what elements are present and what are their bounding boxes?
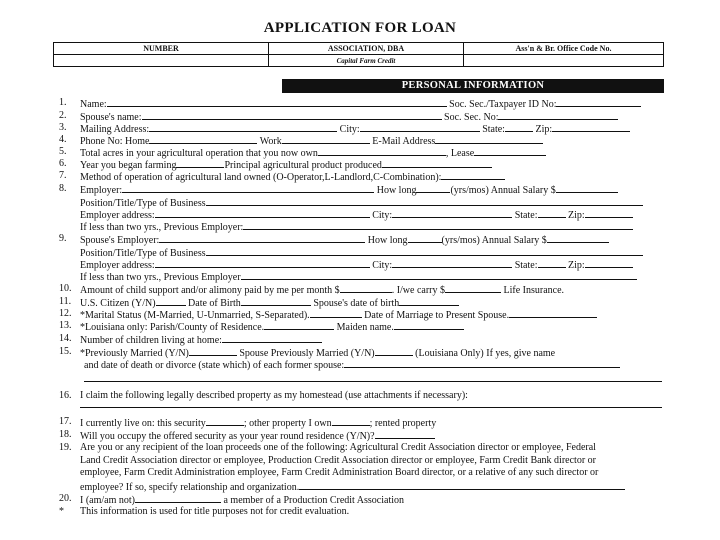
spouse-employer-field[interactable] <box>159 233 365 243</box>
row-number: 15. <box>59 346 72 357</box>
pca-member-label: a member of a Production Credit Association <box>223 495 405 506</box>
employer-zip-field[interactable] <box>585 208 633 218</box>
marital-status-field[interactable] <box>310 308 362 318</box>
member-status-label: I (am/am not) <box>80 495 135 506</box>
state-field[interactable] <box>505 122 533 132</box>
mailing-address-field[interactable] <box>149 122 337 132</box>
spouse-position-label: Position/Title/Type of Business <box>80 248 206 259</box>
member-status-field[interactable] <box>135 493 221 503</box>
life-insurance-field[interactable] <box>445 283 501 293</box>
previously-married-field[interactable] <box>189 346 237 356</box>
principal-product-field[interactable] <box>382 158 492 168</box>
header-association-label: ASSOCIATION, DBA <box>269 43 464 55</box>
email-label: E-Mail Address <box>372 136 436 147</box>
row-18 <box>80 429 435 442</box>
form-title: APPLICATION FOR LOAN <box>263 20 457 36</box>
marriage-date-label: Date of Marriage to Present Spouse. <box>364 310 510 321</box>
acres-leased-field[interactable] <box>474 146 546 156</box>
row-8 <box>80 183 618 196</box>
occupy-security-field[interactable] <box>375 429 435 439</box>
spouse-previous-employer-label: If less than two yrs., Previous Employer <box>80 272 241 283</box>
method-operation-field[interactable] <box>441 170 505 180</box>
header-code-label: Ass'n & Br. Office Code No. <box>464 43 664 55</box>
row-15-former-spouse <box>84 358 620 371</box>
former-spouse-field[interactable] <box>344 358 620 368</box>
homestead-line[interactable] <box>80 407 662 408</box>
mailing-address-label: Mailing Address: <box>80 124 150 135</box>
home-phone-label: Phone No: Home <box>80 136 150 147</box>
association-name: Capital Farm Credit <box>269 55 464 67</box>
work-phone-label: Work <box>259 136 282 147</box>
row-number: 9. <box>59 233 67 244</box>
parish-field[interactable] <box>264 320 334 330</box>
how-long-field[interactable] <box>416 183 450 193</box>
section-heading: PERSONAL INFORMATION <box>282 79 664 93</box>
citizen-field[interactable] <box>156 296 186 306</box>
other-property-field[interactable] <box>332 416 370 426</box>
employer-state-field[interactable] <box>538 208 566 218</box>
row-1 <box>80 97 641 110</box>
life-insurance-label: . I/we carry $ <box>391 285 445 296</box>
header-table <box>53 42 664 67</box>
spouse-ssn-label: Soc. Sec. No: <box>444 112 499 123</box>
maiden-name-field[interactable] <box>394 320 464 330</box>
row-number: 14. <box>59 333 72 344</box>
row-9-previous <box>80 270 637 283</box>
row-number: 3. <box>59 122 67 133</box>
blank-line[interactable] <box>84 381 662 382</box>
spouse-salary-label: (yrs/mos) Annual Salary $ <box>441 235 547 246</box>
salary-field[interactable] <box>556 183 618 193</box>
children-field[interactable] <box>222 333 322 343</box>
ssn-label: Soc. Sec./Taxpayer ID No: <box>449 99 557 110</box>
row-19-line-2: Land Credit Association director or employee, Production Credit Association director or employee, Farm Credit Bank director or <box>80 455 596 466</box>
live-on-security-label: I currently live on: this security <box>80 418 206 429</box>
employer-state-label: State: <box>514 210 538 221</box>
parish-label: *Louisiana only: Parish/County of Residence. <box>80 322 265 333</box>
children-label: Number of children living at home: <box>80 335 222 346</box>
row-number: 13. <box>59 320 72 331</box>
employer-address-field[interactable] <box>155 208 370 218</box>
method-operation-label: Method of operation of agricultural land owned (O-Operator,L-Landlord,C-Combination): <box>80 172 442 183</box>
number-field[interactable] <box>54 55 269 67</box>
row-number: 1. <box>59 97 67 108</box>
row-number: 18. <box>59 429 72 440</box>
ssn-field[interactable] <box>556 97 641 107</box>
footnote-marker: * <box>59 506 64 517</box>
row-number: 4. <box>59 134 67 145</box>
row-number: 8. <box>59 183 67 194</box>
row-number: 2. <box>59 110 67 121</box>
spouse-name-label: Spouse's name: <box>80 112 142 123</box>
principal-product-label: Principal agricultural product produced <box>224 160 382 171</box>
former-spouse-label: and date of death or divorce (state which) of each former spouse: <box>84 360 345 371</box>
row-8-previous <box>80 220 633 233</box>
previous-employer-label: If less than two yrs., Previous Employer: <box>80 222 244 233</box>
spouse-state-label: State: <box>514 260 538 271</box>
row-number: 10. <box>59 283 72 294</box>
row-19-line-4 <box>80 480 625 493</box>
employer-field[interactable] <box>122 183 374 193</box>
spouse-zip-label: Zip: <box>568 260 585 271</box>
other-property-label: ; other property I own <box>243 418 332 429</box>
maiden-name-label: Maiden name. <box>336 322 394 333</box>
spouse-previously-married-label: Spouse Previously Married (Y/N) <box>239 348 375 359</box>
name-field[interactable] <box>107 97 447 107</box>
relationship-label: employee? If so, specify relationship and organization. <box>80 482 300 493</box>
spouse-employer-address-field[interactable] <box>155 258 370 268</box>
year-began-field[interactable] <box>176 158 224 168</box>
rented-property-label: ; rented property <box>369 418 437 429</box>
row-7 <box>80 170 505 183</box>
life-insurance-suffix: Life Insurance. <box>503 285 565 296</box>
code-field[interactable] <box>464 55 664 67</box>
state-label: State: <box>482 124 505 135</box>
spouse-state-field[interactable] <box>538 258 566 268</box>
spouse-how-long-label: How long <box>367 235 408 246</box>
employer-label: Employer: <box>80 185 123 196</box>
spouse-name-field[interactable] <box>142 110 442 120</box>
spouse-how-long-field[interactable] <box>408 233 442 243</box>
previously-married-label: *Previously Married (Y/N) <box>80 348 189 359</box>
employer-address-label: Employer address: <box>80 210 155 221</box>
header-number-label: NUMBER <box>54 43 269 55</box>
relationship-field[interactable] <box>299 480 625 490</box>
spouse-previous-employer-field[interactable] <box>241 270 637 280</box>
acres-owned-field[interactable] <box>318 146 446 156</box>
name-label: Name: <box>80 99 107 110</box>
live-on-security-field[interactable] <box>206 416 244 426</box>
row-9 <box>80 233 609 246</box>
row-number: 16. <box>59 390 72 401</box>
spouse-city-label: City: <box>372 260 393 271</box>
employer-city-field[interactable] <box>392 208 512 218</box>
spouse-zip-field[interactable] <box>585 258 633 268</box>
marital-status-label: *Marital Status (M-Married, U-Unmarried, S-Separated). <box>80 310 310 321</box>
row-20 <box>80 493 404 506</box>
home-phone-field[interactable] <box>149 134 257 144</box>
row-16 <box>80 390 468 401</box>
how-long-label: How long <box>376 185 417 196</box>
row-number: 12. <box>59 308 72 319</box>
row-number: 5. <box>59 146 67 157</box>
employer-zip-label: Zip: <box>568 210 585 221</box>
city-label: City: <box>339 124 360 135</box>
row-number: 17. <box>59 416 72 427</box>
position-label: Position/Title/Type of Business <box>80 198 206 209</box>
row-14 <box>80 333 322 346</box>
spouse-city-field[interactable] <box>392 258 512 268</box>
row-number: 11. <box>59 296 72 307</box>
row-17 <box>80 416 436 429</box>
row-19-line-1: Are you or any recipient of the loan proceeds one of the following: Agricultural Credit Association director or employee, Federal <box>80 442 596 453</box>
spouse-position-field[interactable] <box>206 246 643 256</box>
zip-field[interactable] <box>552 122 630 132</box>
position-field[interactable] <box>206 196 643 206</box>
row-number: 20. <box>59 493 72 504</box>
email-field[interactable] <box>435 134 543 144</box>
employer-city-label: City: <box>372 210 393 221</box>
child-support-field[interactable] <box>340 283 392 293</box>
row-19-line-3: employee, Farm Credit Administration employee, Farm Credit Administration Board director, or a relative of any such director or <box>80 467 599 478</box>
row-number: 6. <box>59 158 67 169</box>
spouse-previously-married-field[interactable] <box>375 346 413 356</box>
salary-label: (yrs/mos) Annual Salary $ <box>450 185 556 196</box>
spouse-ssn-field[interactable] <box>498 110 618 120</box>
louisiana-note: (Louisiana Only) If yes, give name <box>415 348 556 359</box>
spouse-salary-field[interactable] <box>547 233 609 243</box>
row-10 <box>80 283 564 296</box>
spouse-employer-label: Spouse's Employer: <box>80 235 160 246</box>
row-13 <box>80 320 464 333</box>
zip-label: Zip: <box>535 124 553 135</box>
row-number: 19. <box>59 442 72 453</box>
occupy-security-label: Will you occupy the offered security as your year round residence (Y/N)? <box>80 431 375 442</box>
spouse-dob-field[interactable] <box>399 296 459 306</box>
dob-field[interactable] <box>241 296 311 306</box>
child-support-label: Amount of child support and/or alimony paid by me per month $ <box>80 285 340 296</box>
year-began-label: Year you began farming <box>80 160 177 171</box>
previous-employer-field[interactable] <box>243 220 633 230</box>
work-phone-field[interactable] <box>282 134 370 144</box>
spouse-dob-label: Spouse's date of birth <box>313 298 400 309</box>
spouse-employer-address-label: Employer address: <box>80 260 155 271</box>
footnote-text: This information is used for title purposes not for credit evaluation. <box>80 506 350 517</box>
marriage-date-field[interactable] <box>509 308 597 318</box>
acres-owned-label: Total acres in your agricultural operation that you now own <box>80 148 318 159</box>
homestead-label: I claim the following legally described property as my homestead (use attachments if necessary): <box>80 390 468 401</box>
citizen-label: U.S. Citizen (Y/N) <box>80 298 156 309</box>
acres-leased-label: , Lease <box>445 148 475 159</box>
dob-label: Date of Birth <box>188 298 241 309</box>
city-field[interactable] <box>360 122 480 132</box>
row-number: 7. <box>59 170 67 181</box>
